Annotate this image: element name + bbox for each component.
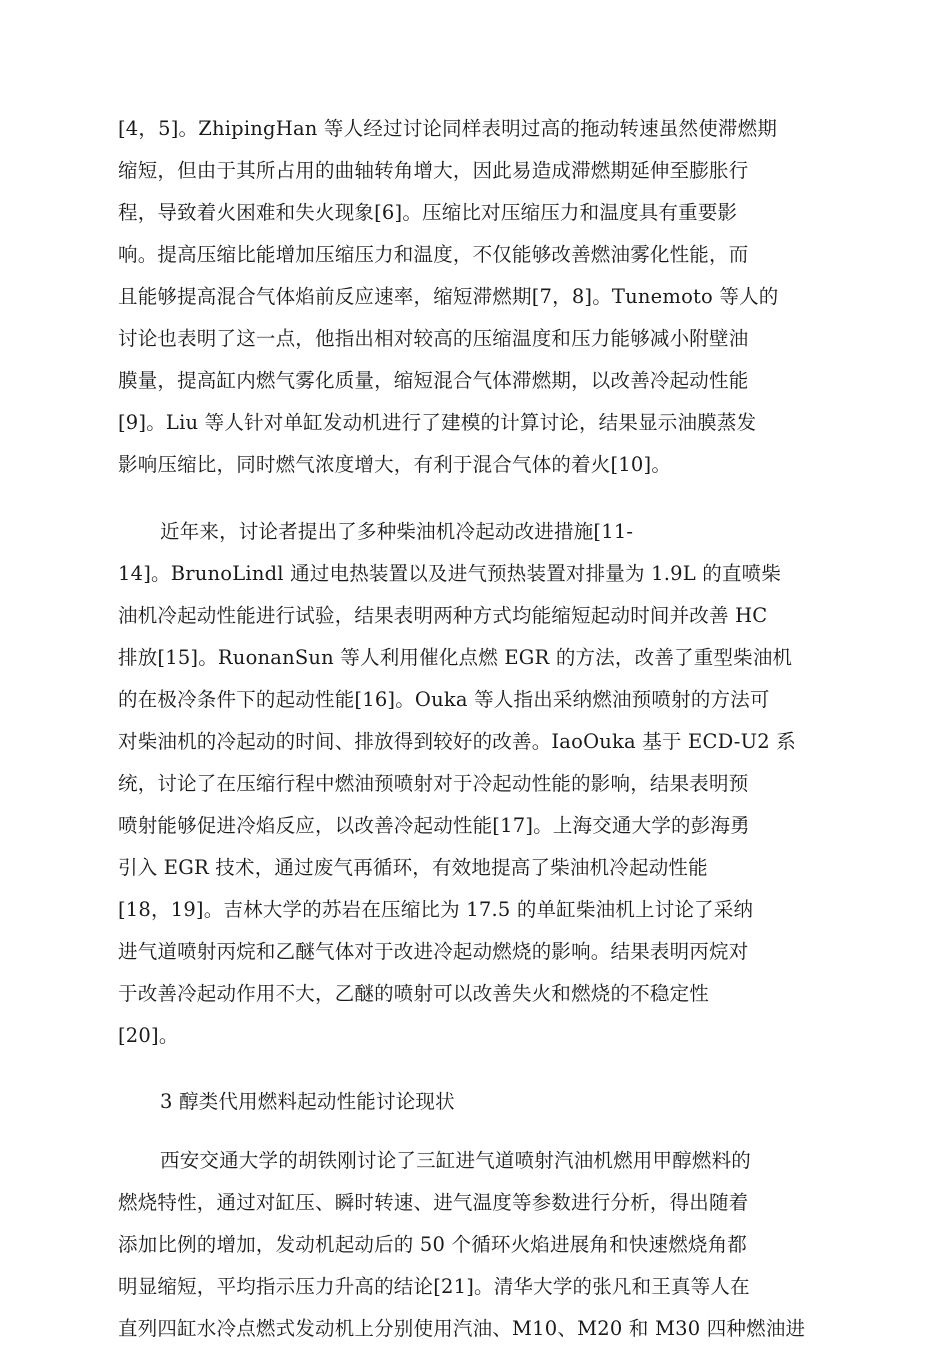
paragraph-line: 14]。BrunoLindl 通过电热装置以及进气预热装置对排量为 1.9L 的直喷柴 (118, 562, 782, 585)
paragraph-line: 程，导致着火困难和失火现象[6]。压缩比对压缩压力和温度具有重要影 (118, 201, 738, 224)
paragraph-line: 统，讨论了在压缩行程中燃油预喷射对于冷起动性能的影响，结果表明预 (118, 772, 749, 795)
paragraph-line: 喷射能够促进冷焰反应，以改善冷起动性能[17]。上海交通大学的彭海勇 (118, 814, 750, 837)
paragraph-line: 近年来，讨论者提出了多种柴油机冷起动改进措施[11- (160, 520, 634, 543)
paragraph-line: 影响压缩比，同时燃气浓度增大，有利于混合气体的着火[10]。 (118, 453, 672, 476)
paragraph-line: 排放[15]。RuonanSun 等人利用催化点燃 EGR 的方法，改善了重型柴油机 (118, 646, 793, 669)
paragraph-line: 缩短，但由于其所占用的曲轴转角增大，因此易造成滞燃期延伸至膨胀行 (118, 159, 749, 182)
paragraph-line: 于改善冷起动作用不大，乙醚的喷射可以改善失火和燃烧的不稳定性 (118, 982, 710, 1005)
paragraph-line: 膜量，提高缸内燃气雾化质量，缩短混合气体滞燃期，以改善冷起动性能 (118, 369, 749, 392)
paragraph-line: 直列四缸水冷点燃式发动机上分别使用汽油、M10、M20 和 M30 四种燃油进 (118, 1317, 806, 1340)
paragraph-line: 油机冷起动性能进行试验，结果表明两种方式均能缩短起动时间并改善 HC (118, 604, 768, 627)
paragraph-line: 的在极冷条件下的起动性能[16]。Ouka 等人指出采纳燃油预喷射的方法可 (118, 688, 770, 711)
paragraph-line: [9]。Liu 等人针对单缸发动机进行了建模的计算讨论，结果显示油膜蒸发 (118, 411, 757, 434)
paragraph-line: [18，19]。吉林大学的苏岩在压缩比为 17.5 的单缸柴油机上讨论了采纳 (118, 898, 754, 921)
paragraph-line: 进气道喷射丙烷和乙醚气体对于改进冷起动燃烧的影响。结果表明丙烷对 (118, 940, 749, 963)
paragraph-line: 燃烧特性，通过对缸压、瞬时转速、进气温度等参数进行分析，得出随着 (118, 1191, 749, 1214)
paragraph-line: 引入 EGR 技术，通过废气再循环，有效地提高了柴油机冷起动性能 (118, 856, 708, 879)
paragraph-line: 且能够提高混合气体焰前反应速率，缩短滞燃期[7，8]。Tunemoto 等人的 (118, 285, 779, 308)
paragraph-line: 讨论也表明了这一点，他指出相对较高的压缩温度和压力能够减小附壁油 (118, 327, 749, 350)
paragraph-line: 添加比例的增加，发动机起动后的 50 个循环火焰进展角和快速燃烧角都 (118, 1233, 748, 1256)
paragraph-line: 西安交通大学的胡铁刚讨论了三缸进气道喷射汽油机燃用甲醇燃料的 (160, 1149, 752, 1172)
paragraph-line: 对柴油机的冷起动的时间、排放得到较好的改善。IaoOuka 基于 ECD-U2 系 (118, 730, 796, 753)
paragraph-line: [20]。 (118, 1024, 179, 1047)
paragraph-line: 明显缩短，平均指示压力升高的结论[21]。清华大学的张凡和王真等人在 (118, 1275, 750, 1298)
section-heading: 3 醇类代用燃料起动性能讨论现状 (160, 1090, 455, 1113)
paragraph-line: 响。提高压缩比能增加压缩压力和温度，不仅能够改善燃油雾化性能，而 (118, 243, 749, 266)
paragraph-line: [4，5]。ZhipingHan 等人经过讨论同样表明过高的拖动转速虽然使滞燃期 (118, 117, 778, 140)
